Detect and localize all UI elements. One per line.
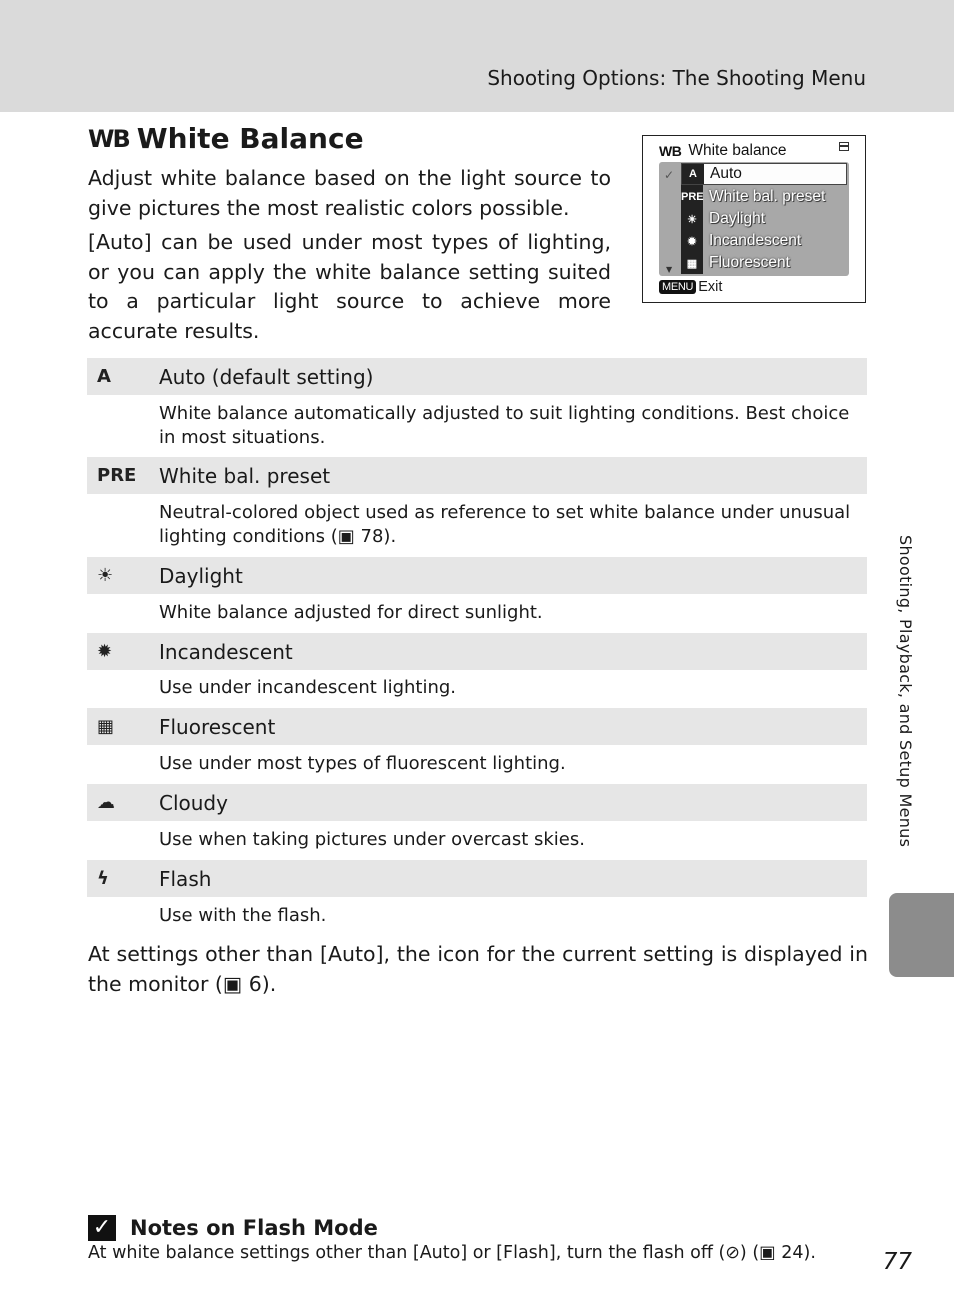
auto-wb-icon: A: [97, 366, 111, 387]
option-row-fluorescent: [87, 708, 867, 745]
incandescent-icon: ✹: [97, 641, 113, 662]
exit-label: Exit: [698, 279, 723, 295]
option-description: White balance adjusted for direct sunlight.: [159, 602, 543, 623]
option-label: Auto (default setting): [159, 364, 374, 389]
option-row-cloudy: [87, 784, 867, 821]
option-row-incandescent: [87, 633, 867, 670]
option-description: White balance automatically adjusted to suit lighting conditions. Best choice in most situations.: [159, 403, 850, 448]
camera-menu-footer: [659, 279, 722, 295]
cloudy-icon: ☁: [97, 792, 115, 813]
option-label: Fluorescent: [159, 714, 276, 739]
incandescent-icon: ✹: [687, 235, 697, 248]
checkmark-icon: ✓: [88, 1215, 116, 1241]
camera-menu-item-label: Incandescent: [709, 232, 802, 249]
camera-menu-item-auto[interactable]: [681, 163, 847, 185]
camera-menu-item-label: Fluorescent: [709, 254, 790, 271]
intro-text: [88, 164, 611, 346]
option-description: Use when taking pictures under overcast skies.: [159, 829, 585, 850]
header-title: Shooting Options: The Shooting Menu: [487, 66, 866, 90]
camera-menu-screenshot: [642, 135, 866, 303]
intro-paragraph-2: [Auto] can be used under most types of lighting, or you can apply the white balance setting suited to a particular light source to achieve more accurate results.: [88, 230, 611, 343]
section-title: [88, 122, 364, 155]
page-number: 77: [882, 1249, 912, 1275]
preset-icon: PRE: [681, 191, 704, 203]
option-label: Daylight: [159, 563, 243, 588]
camera-menu-item-incandescent[interactable]: [681, 230, 847, 252]
page-indicator-icon: [839, 142, 849, 151]
intro-paragraph-1: Adjust white balance based on the light source to give pictures the most realistic colors possible.: [88, 166, 611, 220]
option-row-preset: [87, 457, 867, 494]
fluorescent-icon: ▦: [97, 716, 115, 737]
option-label: Incandescent: [159, 639, 293, 664]
option-row-flash: [87, 860, 867, 897]
side-tab: [889, 893, 954, 977]
option-row-daylight: [87, 557, 867, 594]
wb-icon: WB: [88, 124, 129, 153]
option-row-auto: [87, 358, 867, 395]
camera-menu-title: White balance: [688, 142, 787, 159]
header-band: [0, 0, 954, 112]
camera-scroll-track: [661, 166, 675, 274]
option-description: Use under incandescent lighting.: [159, 677, 457, 698]
check-icon: ✓: [664, 168, 675, 182]
camera-menu-panel: [659, 162, 849, 276]
option-description: Neutral-colored object used as reference to set white balance under unusual lighting conditions (▣ 78).: [159, 502, 851, 547]
option-description: Use under most types of fluorescent lighting.: [159, 753, 566, 774]
option-label: Cloudy: [159, 790, 228, 815]
menu-key-icon[interactable]: MENU: [659, 280, 696, 294]
camera-menu-item-fluorescent[interactable]: [681, 252, 847, 274]
daylight-icon: ☀: [97, 565, 114, 586]
side-tab-label: Shooting, Playback, and Setup Menus: [896, 535, 915, 848]
daylight-icon: ☀: [687, 213, 697, 226]
camera-menu-item-preset[interactable]: [681, 186, 847, 208]
notes-title: Notes on Flash Mode: [130, 1216, 378, 1240]
notes-body: At white balance settings other than [Auto] or [Flash], turn the flash off (⊘) (▣ 24).: [88, 1243, 816, 1263]
scroll-down-icon: ▼: [666, 265, 673, 274]
option-label: Flash: [159, 866, 212, 891]
flash-icon: ϟ: [97, 868, 109, 889]
closing-note: At settings other than [Auto], the icon for the current setting is displayed in the monitor (▣ 6).: [88, 942, 868, 996]
notes-heading: [88, 1215, 378, 1241]
camera-menu-item-label: Auto: [710, 165, 742, 182]
option-description: Use with the flash.: [159, 905, 327, 926]
option-label: White bal. preset: [159, 463, 331, 488]
camera-wb-icon: WB: [659, 143, 682, 159]
camera-menu-item-label: Daylight: [709, 210, 765, 227]
auto-wb-icon: A: [682, 164, 704, 184]
fluorescent-icon: ▦: [686, 257, 698, 270]
section-title-text: White Balance: [136, 122, 364, 155]
camera-menu-item-daylight[interactable]: [681, 208, 847, 230]
preset-icon: PRE: [97, 465, 137, 486]
camera-menu-header: [659, 142, 787, 160]
camera-menu-item-label: White bal. preset: [709, 188, 826, 205]
